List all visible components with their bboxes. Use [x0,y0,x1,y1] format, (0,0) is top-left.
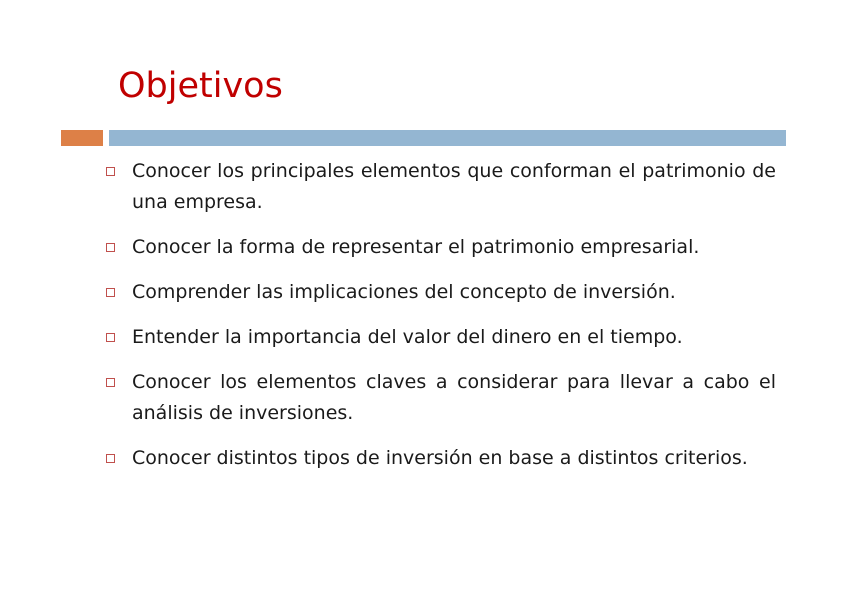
list-item-text: Entender la importancia del valor del dinero en el tiempo. [132,326,683,348]
list-item-text: Comprender las implicaciones del concepto de inversión. [132,281,676,303]
list-item-text: Conocer la forma de representar el patrimonio empresarial. [132,236,700,258]
list-item [104,232,776,263]
list-item [104,322,776,353]
list-item-text: Conocer distintos tipos de inversión en base a distintos criterios. [132,447,748,469]
list-item-text: Conocer los elementos claves a considerar para llevar a cabo el análisis de inversiones. [132,371,776,424]
hollow-square-icon [106,333,115,342]
list-item [104,367,776,429]
hollow-square-icon [106,454,115,463]
list-item [104,443,776,474]
title-accent-bar-left [61,130,103,146]
list-item-text: Conocer los principales elementos que conforman el patrimonio de una empresa. [132,160,776,213]
hollow-square-icon [106,378,115,387]
title-accent-bar-right [109,130,786,146]
list-item [104,156,776,218]
hollow-square-icon [106,288,115,297]
hollow-square-icon [106,243,115,252]
list-item [104,277,776,308]
slide-title: Objetivos [118,66,283,106]
objectives-list [104,156,776,488]
hollow-square-icon [106,167,115,176]
